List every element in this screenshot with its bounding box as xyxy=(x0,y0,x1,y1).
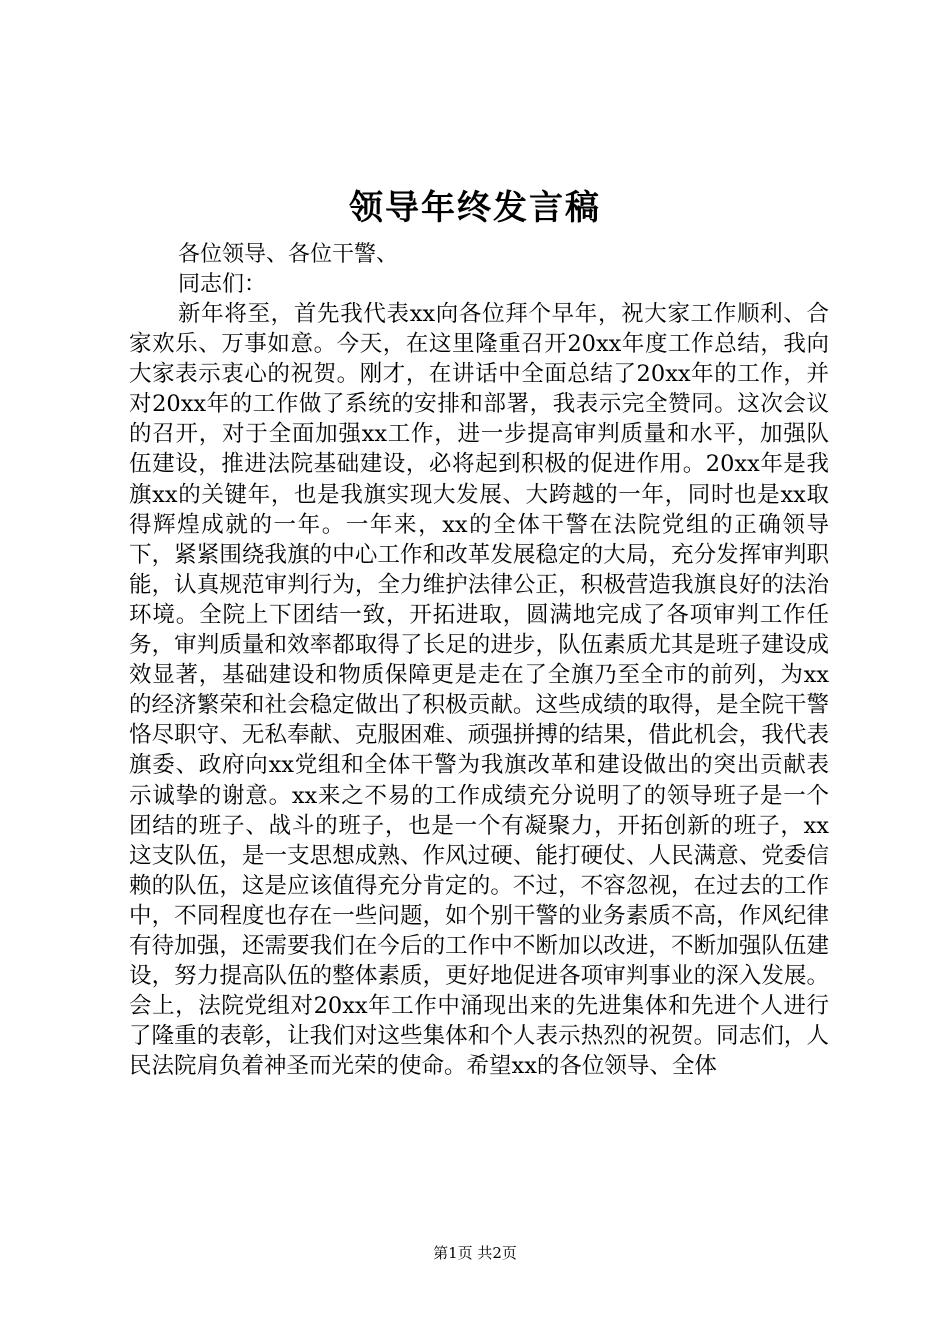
body-paragraph: 新年将至，首先我代表xx向各位拜个早年，祝大家工作顺利、合家欢乐、万事如意。今天，在这里隆重召开20xx年度工作总结，我向大家表示衷心的祝贺。刚才，在讲话中全面总结了20xx年的工作，并对20xx年的工作做了系统的安排和部署，我表示完全赞同。这次会议的召开，对于全面加强xx工作，进一步提高审判质量和水平，加强队伍建设，推进法院基础建设，必将起到积极的促进作用。20xx年是我旗xx的关键年，也是我旗实现大发展、大跨越的一年，同时也是xx取得辉煌成就的一年。一年来，xx的全体干警在法院党组的正确领导下，紧紧围绕我旗的中心工作和改革发展稳定的大局，充分发挥审判职能，认真规范审判行为，全力维护法律公正，积极营造我旗良好的法治环境。全院上下团结一致，开拓进取，圆满地完成了各项审判工作任务，审判质量和效率都取得了长足的进步，队伍素质尤其是班子建设成效显著，基础建设和物质保障更是走在了全旗乃至全市的前列，为xx的经济繁荣和社会稳定做出了积极贡献。这些成绩的取得，是全院干警恪尽职守、无私奉献、克服困难、顽强拼搏的结果，借此机会，我代表旗委、政府向xx党组和全体干警为我旗改革和建设做出的突出贡献表示诚挚的谢意。xx来之不易的工作成绩充分说明了的领导班子是一个团结的班子、战斗的班子，也是一个有凝聚力，开拓创新的班子，xx这支队伍，是一支思想成熟、作风过硬、能打硬仗、人民满意、党委信赖的队伍，这是应该值得充分肯定的。不过，不容忽视，在过去的工作中，不同程度也存在一些问题，如个别干警的业务素质不高，作风纪律有待加强，还需要我们在今后的工作中不断加以改进，不断加强队伍建设，努力提高队伍的整体素质，更好地促进各项审判事业的深入发展。会上，法院党组对20xx年工作中涌现出来的先进集体和先进个人进行了隆重的表彰，让我们对这些集体和个人表示热烈的祝贺。同志们，人民法院肩负着神圣而光荣的使命。希望xx的各位领导、全体 xyxy=(129,301,829,1080)
page-number-footer: 第1页 共2页 xyxy=(433,1244,517,1262)
greeting-line-2: 同志们： xyxy=(178,272,267,297)
greeting-line-1: 各位领导、各位干警、 xyxy=(178,242,399,267)
document-title: 领导年终发言稿 xyxy=(349,188,601,228)
